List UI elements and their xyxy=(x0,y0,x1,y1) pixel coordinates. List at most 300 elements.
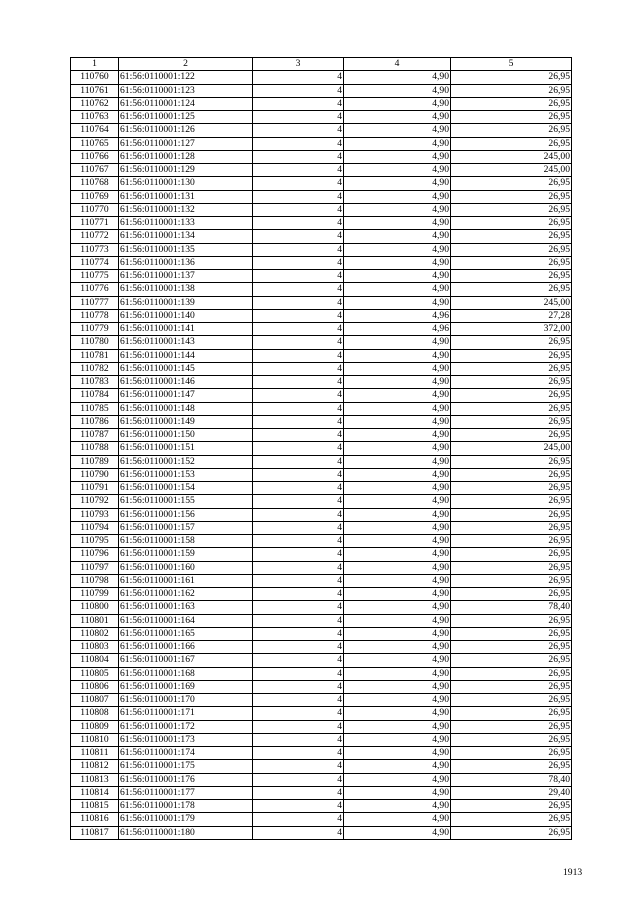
record-number-cell: 110772 xyxy=(71,230,119,243)
column-4-cell: 4,90 xyxy=(344,614,451,627)
column-5-cell: 78,40 xyxy=(451,773,572,786)
column-4-cell: 4,90 xyxy=(344,455,451,468)
cadastral-number-cell: 61:56:0110001:144 xyxy=(119,349,253,362)
column-5-cell: 26,95 xyxy=(451,389,572,402)
column-5-cell: 78,40 xyxy=(451,601,572,614)
record-number-cell: 110801 xyxy=(71,614,119,627)
column-5-cell: 26,95 xyxy=(451,270,572,283)
column-5-cell: 26,95 xyxy=(451,561,572,574)
cadastral-number-cell: 61:56:0110001:171 xyxy=(119,707,253,720)
table-row xyxy=(71,786,572,799)
column-5-cell: 26,95 xyxy=(451,588,572,601)
column-5-cell: 26,95 xyxy=(451,667,572,680)
record-number-cell: 110787 xyxy=(71,429,119,442)
column-4-cell: 4,90 xyxy=(344,773,451,786)
column-4-cell: 4,90 xyxy=(344,270,451,283)
cadastral-number-cell: 61:56:0110001:153 xyxy=(119,468,253,481)
table-row xyxy=(71,217,572,230)
column-3-cell: 4 xyxy=(253,376,344,389)
column-4-cell: 4,90 xyxy=(344,786,451,799)
column-4-cell: 4,90 xyxy=(344,442,451,455)
register-table xyxy=(70,57,572,840)
record-number-cell: 110816 xyxy=(71,813,119,826)
column-header-5: 5 xyxy=(451,58,572,71)
table-row xyxy=(71,521,572,534)
cadastral-number-cell: 61:56:0110001:167 xyxy=(119,654,253,667)
column-4-cell: 4,90 xyxy=(344,124,451,137)
record-number-cell: 110778 xyxy=(71,309,119,322)
column-3-cell: 4 xyxy=(253,84,344,97)
cadastral-number-cell: 61:56:0110001:133 xyxy=(119,217,253,230)
table-row xyxy=(71,389,572,402)
column-3-cell: 4 xyxy=(253,826,344,839)
column-5-cell: 26,95 xyxy=(451,190,572,203)
column-4-cell: 4,90 xyxy=(344,680,451,693)
column-5-cell: 26,95 xyxy=(451,415,572,428)
column-5-cell: 26,95 xyxy=(451,654,572,667)
record-number-cell: 110769 xyxy=(71,190,119,203)
column-4-cell: 4,90 xyxy=(344,230,451,243)
column-4-cell: 4,90 xyxy=(344,190,451,203)
column-header-1: 1 xyxy=(71,58,119,71)
column-4-cell: 4,90 xyxy=(344,150,451,163)
record-number-cell: 110794 xyxy=(71,521,119,534)
column-4-cell: 4,90 xyxy=(344,71,451,84)
table-row xyxy=(71,561,572,574)
table-row xyxy=(71,813,572,826)
column-5-cell: 26,95 xyxy=(451,283,572,296)
record-number-cell: 110796 xyxy=(71,548,119,561)
record-number-cell: 110763 xyxy=(71,111,119,124)
column-3-cell: 4 xyxy=(253,760,344,773)
column-4-cell: 4,90 xyxy=(344,164,451,177)
column-5-cell: 245,00 xyxy=(451,296,572,309)
column-4-cell: 4,90 xyxy=(344,588,451,601)
table-row xyxy=(71,495,572,508)
column-4-cell: 4,90 xyxy=(344,574,451,587)
column-3-cell: 4 xyxy=(253,614,344,627)
column-5-cell: 26,95 xyxy=(451,111,572,124)
column-4-cell: 4,90 xyxy=(344,84,451,97)
column-4-cell: 4,90 xyxy=(344,733,451,746)
column-header-2: 2 xyxy=(119,58,253,71)
record-number-cell: 110782 xyxy=(71,362,119,375)
column-3-cell: 4 xyxy=(253,71,344,84)
column-5-cell: 26,95 xyxy=(451,256,572,269)
cadastral-number-cell: 61:56:0110001:126 xyxy=(119,124,253,137)
column-3-cell: 4 xyxy=(253,429,344,442)
column-5-cell: 26,95 xyxy=(451,177,572,190)
cadastral-number-cell: 61:56:0110001:138 xyxy=(119,283,253,296)
record-number-cell: 110761 xyxy=(71,84,119,97)
column-5-cell: 245,00 xyxy=(451,150,572,163)
table-row xyxy=(71,694,572,707)
record-number-cell: 110760 xyxy=(71,71,119,84)
record-number-cell: 110776 xyxy=(71,283,119,296)
column-3-cell: 4 xyxy=(253,641,344,654)
column-4-cell: 4,90 xyxy=(344,111,451,124)
column-3-cell: 4 xyxy=(253,813,344,826)
cadastral-number-cell: 61:56:0110001:164 xyxy=(119,614,253,627)
column-4-cell: 4,90 xyxy=(344,177,451,190)
table-row xyxy=(71,773,572,786)
record-number-cell: 110804 xyxy=(71,654,119,667)
column-3-cell: 4 xyxy=(253,349,344,362)
table-row xyxy=(71,760,572,773)
column-3-cell: 4 xyxy=(253,217,344,230)
cadastral-number-cell: 61:56:0110001:146 xyxy=(119,376,253,389)
column-3-cell: 4 xyxy=(253,747,344,760)
record-number-cell: 110791 xyxy=(71,482,119,495)
column-5-cell: 26,95 xyxy=(451,482,572,495)
column-5-cell: 245,00 xyxy=(451,442,572,455)
cadastral-number-cell: 61:56:0110001:131 xyxy=(119,190,253,203)
cadastral-number-cell: 61:56:0110001:159 xyxy=(119,548,253,561)
record-number-cell: 110777 xyxy=(71,296,119,309)
table-row xyxy=(71,429,572,442)
cadastral-number-cell: 61:56:0110001:165 xyxy=(119,627,253,640)
record-number-cell: 110784 xyxy=(71,389,119,402)
record-number-cell: 110811 xyxy=(71,747,119,760)
table-row xyxy=(71,588,572,601)
column-5-cell: 26,95 xyxy=(451,203,572,216)
column-3-cell: 4 xyxy=(253,256,344,269)
column-4-cell: 4,90 xyxy=(344,349,451,362)
table-row xyxy=(71,270,572,283)
column-header-4: 4 xyxy=(344,58,451,71)
column-4-cell: 4,90 xyxy=(344,627,451,640)
column-5-cell: 26,95 xyxy=(451,574,572,587)
column-3-cell: 4 xyxy=(253,786,344,799)
column-5-cell: 372,00 xyxy=(451,323,572,336)
cadastral-number-cell: 61:56:0110001:175 xyxy=(119,760,253,773)
column-5-cell: 26,95 xyxy=(451,376,572,389)
table-row xyxy=(71,601,572,614)
cadastral-number-cell: 61:56:0110001:152 xyxy=(119,455,253,468)
column-3-cell: 4 xyxy=(253,190,344,203)
column-3-cell: 4 xyxy=(253,482,344,495)
column-5-cell: 26,95 xyxy=(451,349,572,362)
record-number-cell: 110790 xyxy=(71,468,119,481)
cadastral-number-cell: 61:56:0110001:134 xyxy=(119,230,253,243)
table-row xyxy=(71,283,572,296)
column-3-cell: 4 xyxy=(253,296,344,309)
column-4-cell: 4,90 xyxy=(344,535,451,548)
column-3-cell: 4 xyxy=(253,548,344,561)
record-number-cell: 110779 xyxy=(71,323,119,336)
table-row xyxy=(71,230,572,243)
record-number-cell: 110762 xyxy=(71,97,119,110)
cadastral-number-cell: 61:56:0110001:154 xyxy=(119,482,253,495)
column-4-cell: 4,90 xyxy=(344,97,451,110)
cadastral-number-cell: 61:56:0110001:122 xyxy=(119,71,253,84)
column-4-cell: 4,90 xyxy=(344,601,451,614)
column-5-cell: 26,95 xyxy=(451,760,572,773)
column-5-cell: 26,95 xyxy=(451,217,572,230)
table-row xyxy=(71,654,572,667)
record-number-cell: 110806 xyxy=(71,680,119,693)
column-4-cell: 4,90 xyxy=(344,747,451,760)
column-4-cell: 4,90 xyxy=(344,482,451,495)
record-number-cell: 110803 xyxy=(71,641,119,654)
column-3-cell: 4 xyxy=(253,243,344,256)
table-row xyxy=(71,296,572,309)
column-3-cell: 4 xyxy=(253,667,344,680)
record-number-cell: 110798 xyxy=(71,574,119,587)
table-row xyxy=(71,97,572,110)
record-number-cell: 110789 xyxy=(71,455,119,468)
cadastral-number-cell: 61:56:0110001:125 xyxy=(119,111,253,124)
cadastral-number-cell: 61:56:0110001:132 xyxy=(119,203,253,216)
cadastral-number-cell: 61:56:0110001:168 xyxy=(119,667,253,680)
record-number-cell: 110771 xyxy=(71,217,119,230)
column-3-cell: 4 xyxy=(253,177,344,190)
column-3-cell: 4 xyxy=(253,468,344,481)
column-4-cell: 4,90 xyxy=(344,521,451,534)
cadastral-number-cell: 61:56:0110001:173 xyxy=(119,733,253,746)
record-number-cell: 110780 xyxy=(71,336,119,349)
column-5-cell: 26,95 xyxy=(451,680,572,693)
cadastral-number-cell: 61:56:0110001:135 xyxy=(119,243,253,256)
column-3-cell: 4 xyxy=(253,720,344,733)
cadastral-number-cell: 61:56:0110001:124 xyxy=(119,97,253,110)
table-row xyxy=(71,733,572,746)
cadastral-number-cell: 61:56:0110001:166 xyxy=(119,641,253,654)
record-number-cell: 110814 xyxy=(71,786,119,799)
column-3-cell: 4 xyxy=(253,137,344,150)
cadastral-number-cell: 61:56:0110001:174 xyxy=(119,747,253,760)
column-5-cell: 26,95 xyxy=(451,614,572,627)
column-5-cell: 26,95 xyxy=(451,84,572,97)
column-4-cell: 4,90 xyxy=(344,654,451,667)
column-5-cell: 26,95 xyxy=(451,336,572,349)
cadastral-number-cell: 61:56:0110001:127 xyxy=(119,137,253,150)
record-number-cell: 110793 xyxy=(71,508,119,521)
cadastral-number-cell: 61:56:0110001:128 xyxy=(119,150,253,163)
cadastral-number-cell: 61:56:0110001:179 xyxy=(119,813,253,826)
record-number-cell: 110767 xyxy=(71,164,119,177)
record-number-cell: 110807 xyxy=(71,694,119,707)
column-5-cell: 26,95 xyxy=(451,800,572,813)
table-row xyxy=(71,800,572,813)
cadastral-number-cell: 61:56:0110001:178 xyxy=(119,800,253,813)
table-row xyxy=(71,177,572,190)
record-number-cell: 110764 xyxy=(71,124,119,137)
column-4-cell: 4,90 xyxy=(344,813,451,826)
table-row xyxy=(71,574,572,587)
table-row xyxy=(71,455,572,468)
column-3-cell: 4 xyxy=(253,362,344,375)
record-number-cell: 110809 xyxy=(71,720,119,733)
record-number-cell: 110799 xyxy=(71,588,119,601)
column-3-cell: 4 xyxy=(253,694,344,707)
table-row xyxy=(71,349,572,362)
table-row xyxy=(71,309,572,322)
table-row xyxy=(71,124,572,137)
column-3-cell: 4 xyxy=(253,733,344,746)
table-row xyxy=(71,680,572,693)
column-5-cell: 26,95 xyxy=(451,362,572,375)
record-number-cell: 110766 xyxy=(71,150,119,163)
column-3-cell: 4 xyxy=(253,283,344,296)
record-number-cell: 110812 xyxy=(71,760,119,773)
column-3-cell: 4 xyxy=(253,508,344,521)
column-4-cell: 4,90 xyxy=(344,508,451,521)
column-4-cell: 4,90 xyxy=(344,256,451,269)
cadastral-number-cell: 61:56:0110001:129 xyxy=(119,164,253,177)
record-number-cell: 110805 xyxy=(71,667,119,680)
column-4-cell: 4,90 xyxy=(344,137,451,150)
cadastral-number-cell: 61:56:0110001:163 xyxy=(119,601,253,614)
cadastral-number-cell: 61:56:0110001:161 xyxy=(119,574,253,587)
column-4-cell: 4,90 xyxy=(344,389,451,402)
column-4-cell: 4,90 xyxy=(344,561,451,574)
column-5-cell: 27,28 xyxy=(451,309,572,322)
column-4-cell: 4,90 xyxy=(344,826,451,839)
record-number-cell: 110810 xyxy=(71,733,119,746)
column-5-cell: 26,95 xyxy=(451,694,572,707)
record-number-cell: 110765 xyxy=(71,137,119,150)
cadastral-number-cell: 61:56:0110001:151 xyxy=(119,442,253,455)
table-row xyxy=(71,336,572,349)
column-3-cell: 4 xyxy=(253,707,344,720)
cadastral-number-cell: 61:56:0110001:157 xyxy=(119,521,253,534)
column-3-cell: 4 xyxy=(253,442,344,455)
table-row xyxy=(71,707,572,720)
column-3-cell: 4 xyxy=(253,415,344,428)
column-3-cell: 4 xyxy=(253,495,344,508)
table-row xyxy=(71,535,572,548)
column-3-cell: 4 xyxy=(253,588,344,601)
column-3-cell: 4 xyxy=(253,323,344,336)
column-5-cell: 26,95 xyxy=(451,720,572,733)
column-3-cell: 4 xyxy=(253,150,344,163)
table-row xyxy=(71,150,572,163)
cadastral-number-cell: 61:56:0110001:139 xyxy=(119,296,253,309)
cadastral-number-cell: 61:56:0110001:141 xyxy=(119,323,253,336)
column-5-cell: 26,95 xyxy=(451,521,572,534)
record-number-cell: 110817 xyxy=(71,826,119,839)
cadastral-number-cell: 61:56:0110001:123 xyxy=(119,84,253,97)
column-header-3: 3 xyxy=(253,58,344,71)
record-number-cell: 110775 xyxy=(71,270,119,283)
record-number-cell: 110785 xyxy=(71,402,119,415)
table-row xyxy=(71,203,572,216)
column-3-cell: 4 xyxy=(253,773,344,786)
column-4-cell: 4,90 xyxy=(344,402,451,415)
table-row xyxy=(71,256,572,269)
column-3-cell: 4 xyxy=(253,270,344,283)
column-5-cell: 26,95 xyxy=(451,495,572,508)
table-row xyxy=(71,614,572,627)
column-3-cell: 4 xyxy=(253,336,344,349)
record-number-cell: 110768 xyxy=(71,177,119,190)
table-row xyxy=(71,362,572,375)
column-4-cell: 4,90 xyxy=(344,707,451,720)
column-3-cell: 4 xyxy=(253,402,344,415)
cadastral-number-cell: 61:56:0110001:160 xyxy=(119,561,253,574)
cadastral-number-cell: 61:56:0110001:140 xyxy=(119,309,253,322)
table-body xyxy=(71,71,572,840)
column-4-cell: 4,90 xyxy=(344,283,451,296)
table-row xyxy=(71,243,572,256)
record-number-cell: 110786 xyxy=(71,415,119,428)
table-row xyxy=(71,482,572,495)
column-5-cell: 26,95 xyxy=(451,71,572,84)
column-4-cell: 4,90 xyxy=(344,548,451,561)
column-4-cell: 4,90 xyxy=(344,667,451,680)
column-4-cell: 4,90 xyxy=(344,429,451,442)
cadastral-number-cell: 61:56:0110001:180 xyxy=(119,826,253,839)
record-number-cell: 110792 xyxy=(71,495,119,508)
column-4-cell: 4,90 xyxy=(344,243,451,256)
column-5-cell: 26,95 xyxy=(451,548,572,561)
column-5-cell: 26,95 xyxy=(451,707,572,720)
table-row xyxy=(71,442,572,455)
column-3-cell: 4 xyxy=(253,561,344,574)
column-4-cell: 4,90 xyxy=(344,336,451,349)
record-number-cell: 110802 xyxy=(71,627,119,640)
cadastral-number-cell: 61:56:0110001:172 xyxy=(119,720,253,733)
column-3-cell: 4 xyxy=(253,535,344,548)
column-3-cell: 4 xyxy=(253,680,344,693)
table-row xyxy=(71,468,572,481)
column-4-cell: 4,90 xyxy=(344,800,451,813)
cadastral-number-cell: 61:56:0110001:145 xyxy=(119,362,253,375)
record-number-cell: 110815 xyxy=(71,800,119,813)
table-row xyxy=(71,747,572,760)
column-4-cell: 4,90 xyxy=(344,760,451,773)
table-row xyxy=(71,376,572,389)
column-3-cell: 4 xyxy=(253,203,344,216)
cadastral-number-cell: 61:56:0110001:147 xyxy=(119,389,253,402)
column-5-cell: 26,95 xyxy=(451,813,572,826)
column-5-cell: 26,95 xyxy=(451,627,572,640)
cadastral-number-cell: 61:56:0110001:150 xyxy=(119,429,253,442)
column-4-cell: 4,90 xyxy=(344,495,451,508)
column-4-cell: 4,90 xyxy=(344,694,451,707)
record-number-cell: 110800 xyxy=(71,601,119,614)
column-5-cell: 26,95 xyxy=(451,402,572,415)
column-5-cell: 26,95 xyxy=(451,230,572,243)
page-number: 1913 xyxy=(563,867,583,878)
column-3-cell: 4 xyxy=(253,309,344,322)
column-5-cell: 26,95 xyxy=(451,97,572,110)
column-3-cell: 4 xyxy=(253,97,344,110)
cadastral-number-cell: 61:56:0110001:155 xyxy=(119,495,253,508)
table-row xyxy=(71,415,572,428)
column-4-cell: 4,90 xyxy=(344,415,451,428)
table-row xyxy=(71,508,572,521)
column-3-cell: 4 xyxy=(253,230,344,243)
record-number-cell: 110813 xyxy=(71,773,119,786)
cadastral-number-cell: 61:56:0110001:177 xyxy=(119,786,253,799)
table-row xyxy=(71,667,572,680)
record-number-cell: 110788 xyxy=(71,442,119,455)
table-row xyxy=(71,548,572,561)
record-number-cell: 110781 xyxy=(71,349,119,362)
cadastral-number-cell: 61:56:0110001:170 xyxy=(119,694,253,707)
column-5-cell: 26,95 xyxy=(451,137,572,150)
column-5-cell: 26,95 xyxy=(451,641,572,654)
table-row xyxy=(71,137,572,150)
record-number-cell: 110795 xyxy=(71,535,119,548)
column-4-cell: 4,96 xyxy=(344,323,451,336)
table-row xyxy=(71,164,572,177)
column-5-cell: 26,95 xyxy=(451,747,572,760)
record-number-cell: 110773 xyxy=(71,243,119,256)
table-row xyxy=(71,323,572,336)
